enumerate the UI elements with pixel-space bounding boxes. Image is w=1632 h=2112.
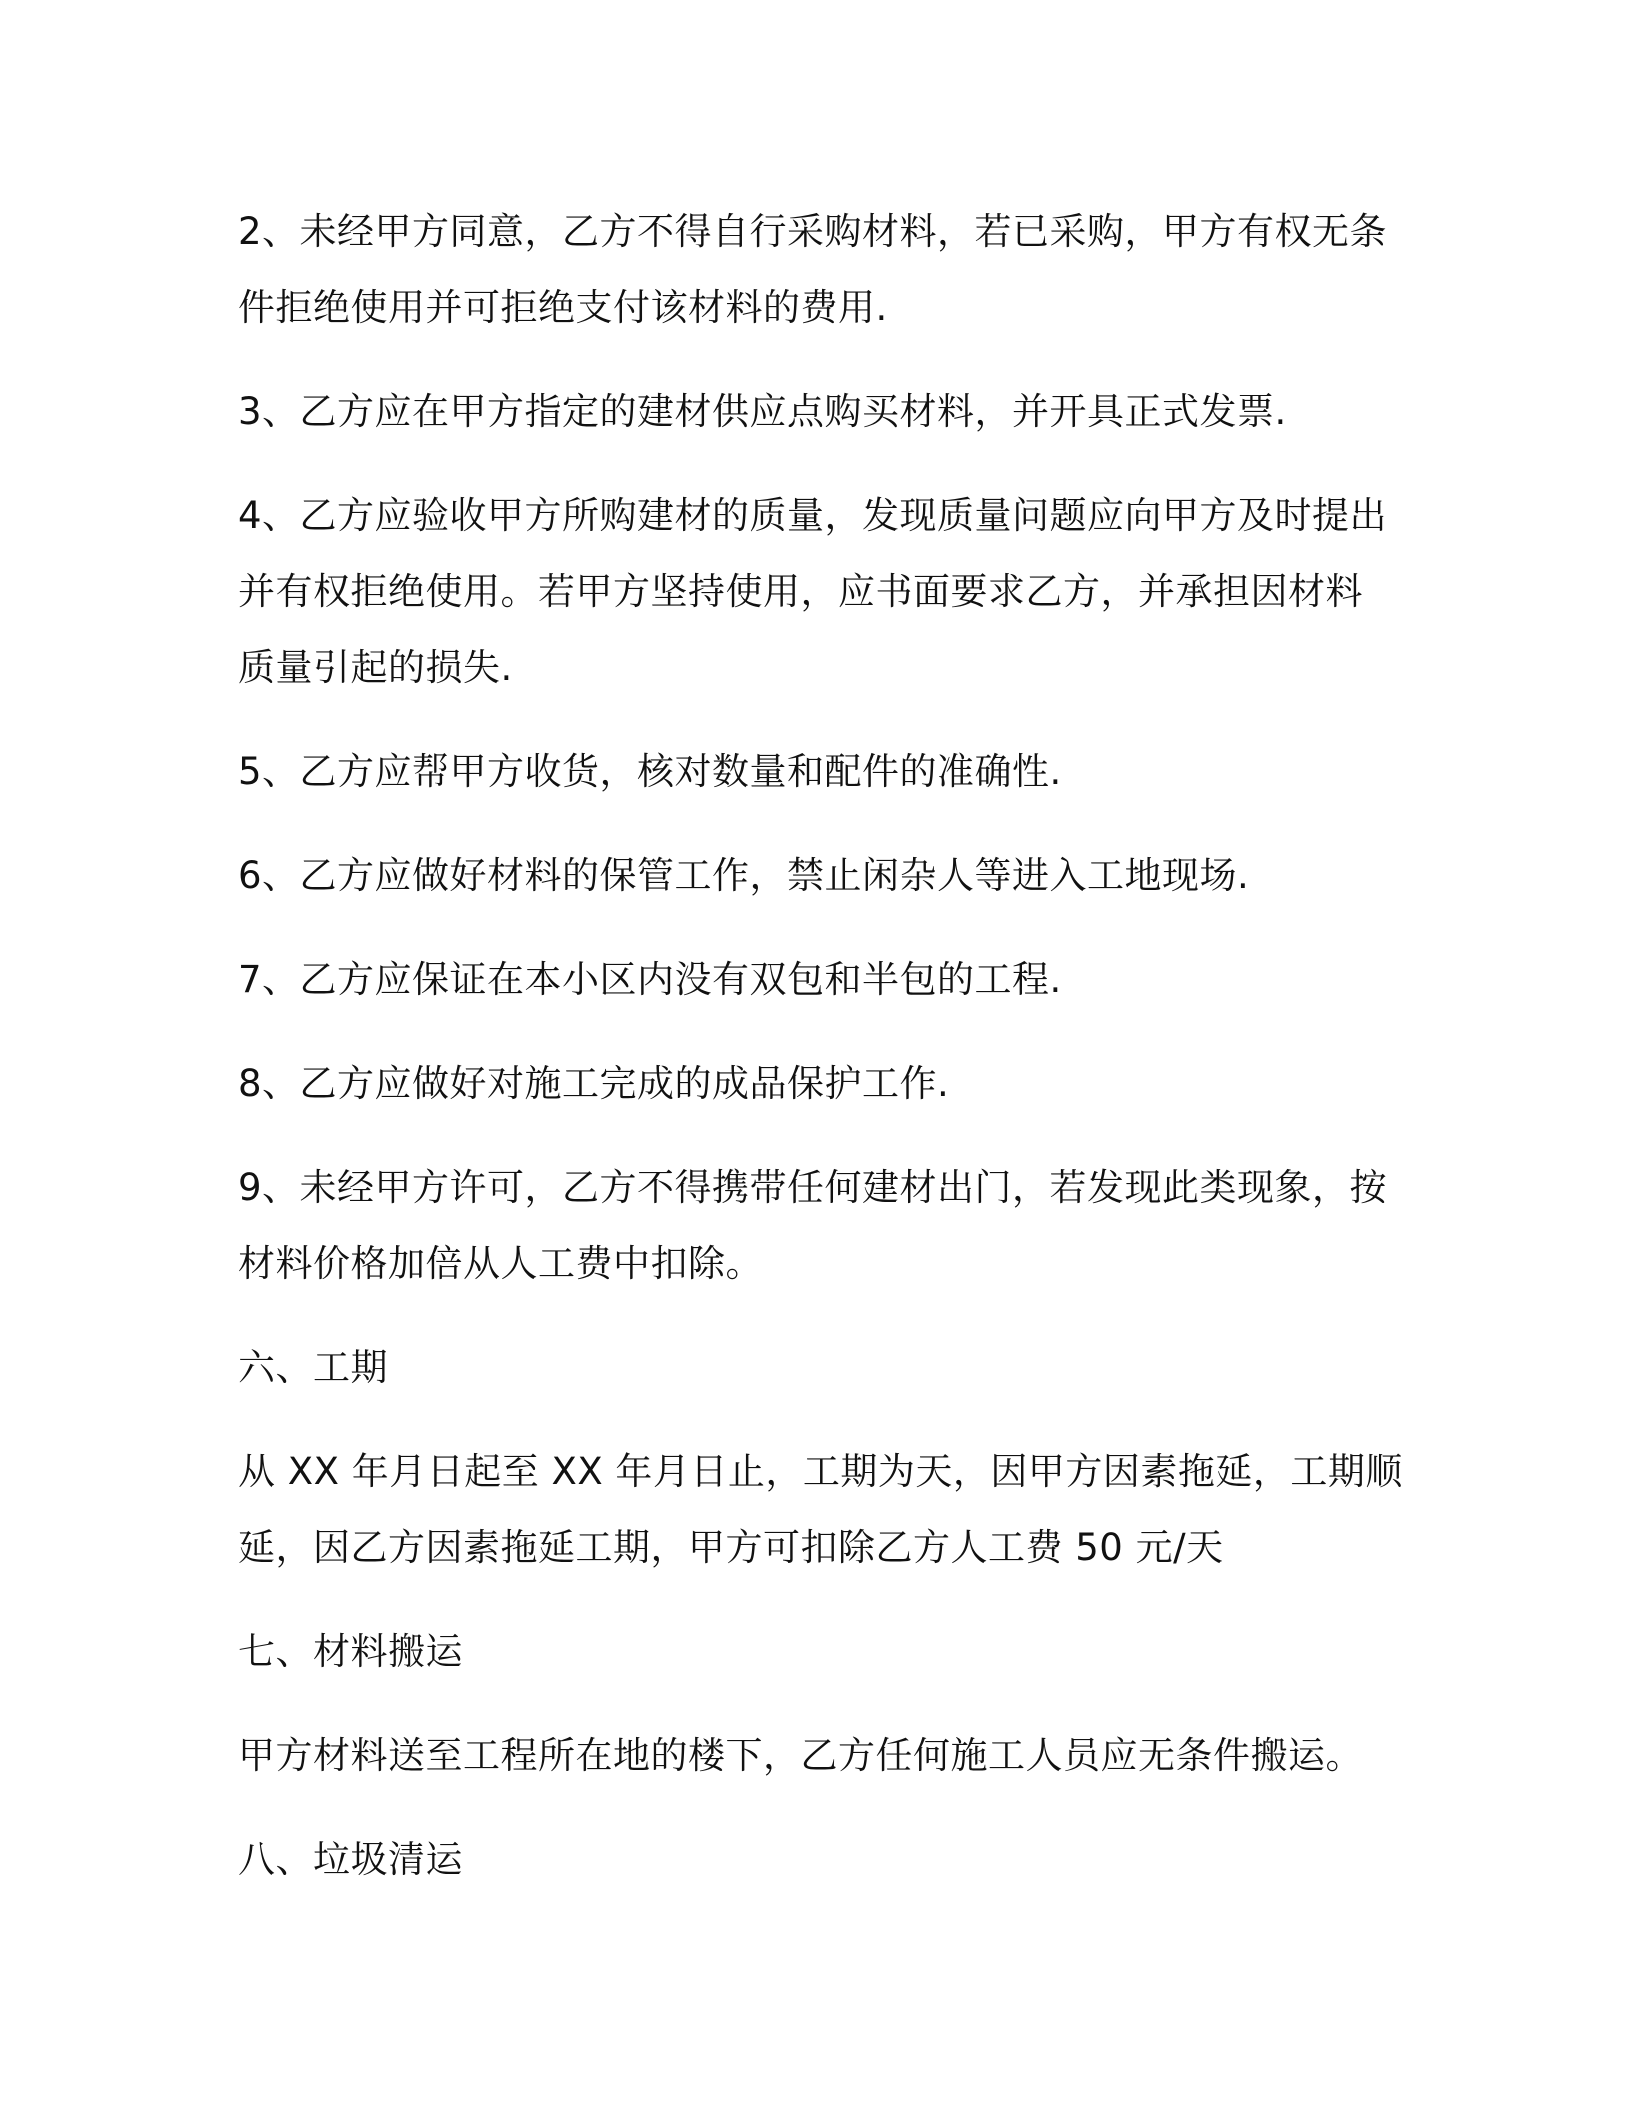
clause-8	[238, 1046, 1398, 1122]
text-line: 延，因乙方因素拖延工期，甲方可扣除乙方人工费 50 元/天	[238, 1526, 1224, 1569]
document-body	[238, 194, 1403, 1926]
text-line: 8、乙方应做好对施工完成的成品保护工作.	[238, 1062, 950, 1105]
heading-text: 七、材料搬运	[238, 1630, 463, 1673]
text-line: 4、乙方应验收甲方所购建材的质量，发现质量问题应向甲方及时提出	[238, 494, 1388, 537]
text-line: 7、乙方应保证在本小区内没有双包和半包的工程.	[238, 958, 1062, 1001]
text-line: 质量引起的损失.	[238, 646, 513, 689]
text-line: 3、乙方应在甲方指定的建材供应点购买材料，并开具正式发票.	[238, 390, 1287, 433]
text-line: 从 XX 年月日起至 XX 年月日止，工期为天，因甲方因素拖延，工期顺	[238, 1450, 1403, 1493]
heading-text: 六、工期	[238, 1346, 388, 1389]
section-heading-schedule	[238, 1330, 1398, 1406]
clause-6	[238, 838, 1398, 914]
text-line: 并有权拒绝使用。若甲方坚持使用，应书面要求乙方，并承担因材料	[238, 570, 1363, 613]
transport-paragraph	[238, 1718, 1398, 1794]
clause-3	[238, 374, 1398, 450]
schedule-paragraph	[238, 1434, 1403, 1586]
clause-9	[238, 1150, 1398, 1302]
section-heading-waste	[238, 1822, 1398, 1898]
text-line: 5、乙方应帮甲方收货，核对数量和配件的准确性.	[238, 750, 1062, 793]
heading-text: 八、垃圾清运	[238, 1838, 463, 1881]
section-heading-transport	[238, 1614, 1398, 1690]
clause-7	[238, 942, 1398, 1018]
text-line: 6、乙方应做好材料的保管工作，禁止闲杂人等进入工地现场.	[238, 854, 1250, 897]
clause-4	[238, 478, 1398, 706]
text-line: 甲方材料送至工程所在地的楼下，乙方任何施工人员应无条件搬运。	[238, 1734, 1363, 1777]
clause-5	[238, 734, 1398, 810]
clause-2	[238, 194, 1398, 346]
text-line: 件拒绝使用并可拒绝支付该材料的费用.	[238, 286, 888, 329]
text-line: 9、未经甲方许可，乙方不得携带任何建材出门，若发现此类现象，按	[238, 1166, 1388, 1209]
text-line: 2、未经甲方同意，乙方不得自行采购材料，若已采购，甲方有权无条	[238, 210, 1388, 253]
text-line: 材料价格加倍从人工费中扣除。	[238, 1242, 763, 1285]
